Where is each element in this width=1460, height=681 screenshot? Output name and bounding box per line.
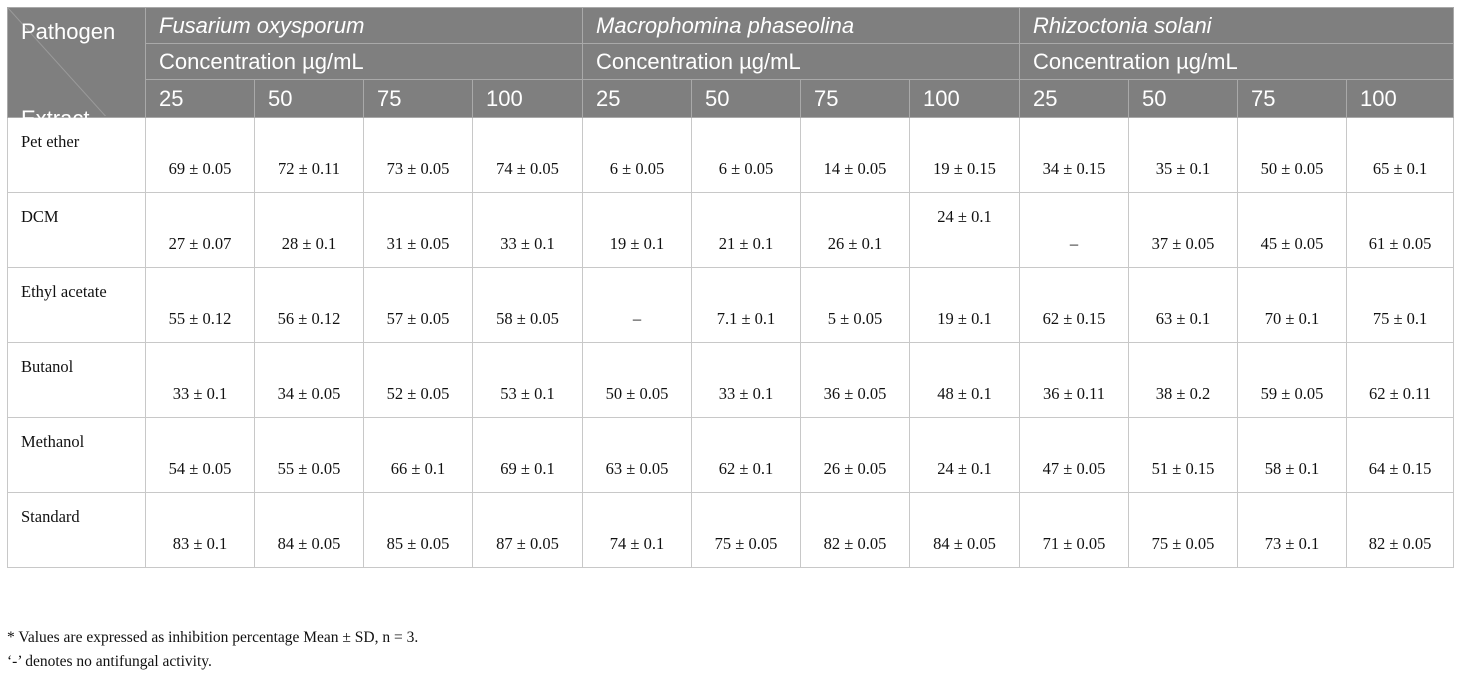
extract-cell: DCM	[8, 193, 146, 268]
value-cell	[801, 493, 910, 568]
value-text: 26 ± 0.05	[823, 459, 887, 478]
value-cell	[364, 343, 473, 418]
concentration-level-header: 25	[583, 80, 692, 118]
value-text: 31 ± 0.05	[386, 234, 450, 253]
concentration-level-header: 100	[910, 80, 1020, 118]
value-text: 62 ± 0.1	[718, 459, 774, 478]
table-row	[8, 343, 1454, 418]
value-cell	[364, 118, 473, 193]
value-cell	[583, 193, 692, 268]
value-text: 24 ± 0.1	[937, 207, 992, 226]
value-cell	[692, 118, 801, 193]
value-text: 48 ± 0.1	[937, 384, 992, 403]
pathogen-header: Macrophomina phaseolina	[583, 8, 1020, 44]
value-text: 87 ± 0.05	[496, 534, 559, 553]
value-cell	[255, 418, 364, 493]
value-cell	[473, 268, 583, 343]
value-cell	[146, 343, 255, 418]
value-text: 75 ± 0.05	[714, 534, 778, 553]
value-text: 82 ± 0.05	[1368, 534, 1432, 553]
value-cell	[473, 118, 583, 193]
value-cell	[1238, 493, 1347, 568]
concentration-level-header: 25	[146, 80, 255, 118]
value-cell	[1020, 118, 1129, 193]
value-cell	[1020, 268, 1129, 343]
value-text: 82 ± 0.05	[823, 534, 887, 553]
value-text: 50 ± 0.05	[605, 384, 669, 403]
corner-header	[8, 8, 146, 131]
value-text: 55 ± 0.12	[168, 309, 232, 328]
value-cell	[1020, 343, 1129, 418]
concentration-level-header: 25	[1020, 80, 1129, 118]
value-text: 21 ± 0.1	[718, 234, 774, 253]
footnote: ‘-’ denotes no antifungal activity.	[7, 653, 212, 670]
value-cell	[364, 193, 473, 268]
value-text: 65 ± 0.1	[1372, 159, 1428, 178]
value-text: 36 ± 0.11	[1042, 384, 1106, 403]
value-cell	[1347, 193, 1454, 268]
value-text: 33 ± 0.1	[172, 384, 228, 403]
value-cell	[583, 118, 692, 193]
value-cell	[146, 418, 255, 493]
value-text: 33 ± 0.1	[718, 384, 774, 403]
value-text: 75 ± 0.05	[1151, 534, 1215, 553]
value-cell	[692, 268, 801, 343]
value-cell	[364, 268, 473, 343]
value-text: 85 ± 0.05	[386, 534, 450, 553]
value-text: 73 ± 0.05	[386, 159, 450, 178]
value-cell	[1347, 418, 1454, 493]
concentration-level-header: 100	[473, 80, 583, 118]
value-cell	[1020, 493, 1129, 568]
value-cell	[1129, 418, 1238, 493]
concentration-level-header: 100	[1347, 80, 1454, 118]
value-text: 33 ± 0.1	[500, 234, 555, 253]
value-cell	[1238, 343, 1347, 418]
concentration-header: Concentration µg/mL	[146, 44, 583, 80]
value-cell	[1020, 418, 1129, 493]
value-cell	[255, 343, 364, 418]
value-cell	[910, 418, 1020, 493]
value-cell	[364, 493, 473, 568]
value-text: 63 ± 0.1	[1155, 309, 1211, 328]
value-text: 69 ± 0.1	[500, 459, 555, 478]
value-cell	[1347, 343, 1454, 418]
value-text: 5 ± 0.05	[827, 309, 883, 328]
value-text: 55 ± 0.05	[277, 459, 341, 478]
value-text: 70 ± 0.1	[1264, 309, 1320, 328]
pathogen-header: Rhizoctonia solani	[1020, 8, 1454, 44]
value-cell	[910, 118, 1020, 193]
value-cell	[583, 493, 692, 568]
pathogen-label: Pathogen	[21, 19, 116, 44]
value-cell	[1347, 268, 1454, 343]
value-text: 27 ± 0.07	[168, 234, 232, 253]
concentration-level-header: 50	[255, 80, 364, 118]
value-cell	[583, 343, 692, 418]
value-cell	[1020, 193, 1129, 268]
concentration-level-header: 75	[801, 80, 910, 118]
value-cell	[255, 493, 364, 568]
value-text: 6 ± 0.05	[609, 159, 665, 178]
pathogen-header: Fusarium oxysporum	[146, 8, 583, 44]
extract-cell: Ethyl acetate	[8, 268, 146, 343]
value-text: 24 ± 0.1	[937, 459, 992, 478]
value-cell	[255, 118, 364, 193]
extract-cell: Methanol	[8, 418, 146, 493]
value-text: 71 ± 0.05	[1042, 534, 1106, 553]
concentration-level-header: 50	[692, 80, 801, 118]
table-row	[8, 418, 1454, 493]
extract-cell: Standard	[8, 493, 146, 568]
value-cell	[910, 343, 1020, 418]
value-text: 52 ± 0.05	[386, 384, 450, 403]
value-text: 84 ± 0.05	[933, 534, 996, 553]
header-row-levels	[8, 80, 1454, 118]
value-text: 34 ± 0.05	[277, 384, 341, 403]
header-row-concentration	[8, 44, 1454, 80]
value-text: 57 ± 0.05	[386, 309, 450, 328]
antifungal-activity-table	[7, 7, 1454, 568]
value-text: –	[1069, 234, 1079, 253]
value-text: 84 ± 0.05	[277, 534, 341, 553]
concentration-level-header: 75	[364, 80, 473, 118]
value-text: 50 ± 0.05	[1260, 159, 1324, 178]
value-text: 63 ± 0.05	[605, 459, 669, 478]
value-cell	[473, 493, 583, 568]
value-text: –	[632, 309, 642, 328]
value-cell	[1129, 118, 1238, 193]
concentration-level-header: 50	[1129, 80, 1238, 118]
value-text: 69 ± 0.05	[168, 159, 232, 178]
value-cell	[801, 418, 910, 493]
value-text: 61 ± 0.05	[1368, 234, 1432, 253]
value-text: 47 ± 0.05	[1042, 459, 1106, 478]
value-text: 6 ± 0.05	[718, 159, 774, 178]
value-cell	[1129, 343, 1238, 418]
value-text: 75 ± 0.1	[1372, 309, 1428, 328]
footnotes	[7, 626, 418, 674]
concentration-level-header: 75	[1238, 80, 1347, 118]
value-cell	[910, 268, 1020, 343]
table-row	[8, 193, 1454, 268]
value-text: 45 ± 0.05	[1260, 234, 1324, 253]
value-cell	[692, 493, 801, 568]
value-cell	[146, 118, 255, 193]
value-text: 64 ± 0.15	[1368, 459, 1432, 478]
value-cell	[1129, 193, 1238, 268]
value-cell	[1238, 193, 1347, 268]
value-text: 59 ± 0.05	[1260, 384, 1324, 403]
value-cell	[146, 493, 255, 568]
value-cell	[473, 193, 583, 268]
value-cell	[146, 193, 255, 268]
value-cell	[255, 193, 364, 268]
value-cell	[473, 418, 583, 493]
concentration-header: Concentration µg/mL	[1020, 44, 1454, 80]
value-cell	[473, 343, 583, 418]
value-text: 83 ± 0.1	[172, 534, 228, 553]
value-text: 34 ± 0.15	[1042, 159, 1106, 178]
value-text: 37 ± 0.05	[1151, 234, 1215, 253]
value-text: 53 ± 0.1	[500, 384, 555, 403]
value-text: 74 ± 0.1	[609, 534, 665, 553]
value-cell	[801, 118, 910, 193]
value-text: 19 ± 0.1	[937, 309, 992, 328]
extract-cell: Butanol	[8, 343, 146, 418]
value-text: 38 ± 0.2	[1155, 384, 1211, 403]
value-cell	[692, 418, 801, 493]
value-text: 72 ± 0.11	[277, 159, 341, 178]
value-cell	[1238, 118, 1347, 193]
value-text: 54 ± 0.05	[168, 459, 232, 478]
value-cell	[910, 493, 1020, 568]
value-text: 7.1 ± 0.1	[716, 309, 776, 328]
value-text: 58 ± 0.05	[496, 309, 559, 328]
value-text: 62 ± 0.15	[1042, 309, 1106, 328]
value-cell	[1347, 493, 1454, 568]
concentration-header: Concentration µg/mL	[583, 44, 1020, 80]
value-cell	[910, 193, 1020, 268]
value-cell	[801, 193, 910, 268]
value-text: 58 ± 0.1	[1264, 459, 1320, 478]
value-text: 73 ± 0.1	[1264, 534, 1320, 553]
value-text: 19 ± 0.1	[609, 234, 665, 253]
value-cell	[801, 343, 910, 418]
value-cell	[364, 418, 473, 493]
value-cell	[801, 268, 910, 343]
value-cell	[1129, 493, 1238, 568]
value-cell	[692, 193, 801, 268]
value-text: 19 ± 0.15	[933, 159, 996, 178]
value-cell	[1238, 418, 1347, 493]
value-text: 28 ± 0.1	[281, 234, 337, 253]
header-row-pathogens	[8, 8, 1454, 44]
value-cell	[1129, 268, 1238, 343]
footnote: * Values are expressed as inhibition percentage Mean ± SD, n = 3.	[7, 629, 419, 646]
value-text: 35 ± 0.1	[1155, 159, 1211, 178]
table-row	[8, 268, 1454, 343]
value-text: 62 ± 0.11	[1369, 384, 1432, 403]
value-text: 36 ± 0.05	[823, 384, 887, 403]
value-text: 14 ± 0.05	[823, 159, 887, 178]
value-cell	[583, 268, 692, 343]
table-row	[8, 118, 1454, 193]
extract-label: Extract	[21, 106, 90, 131]
extract-cell: Pet ether	[8, 118, 146, 193]
value-cell	[583, 418, 692, 493]
value-text: 74 ± 0.05	[496, 159, 559, 178]
value-cell	[1238, 268, 1347, 343]
value-cell	[692, 343, 801, 418]
value-cell	[255, 268, 364, 343]
value-cell	[146, 268, 255, 343]
value-text: 51 ± 0.15	[1151, 459, 1215, 478]
value-cell	[1347, 118, 1454, 193]
value-text: 66 ± 0.1	[390, 459, 446, 478]
value-text: 56 ± 0.12	[277, 309, 341, 328]
value-text: 26 ± 0.1	[827, 234, 883, 253]
table-row	[8, 493, 1454, 568]
